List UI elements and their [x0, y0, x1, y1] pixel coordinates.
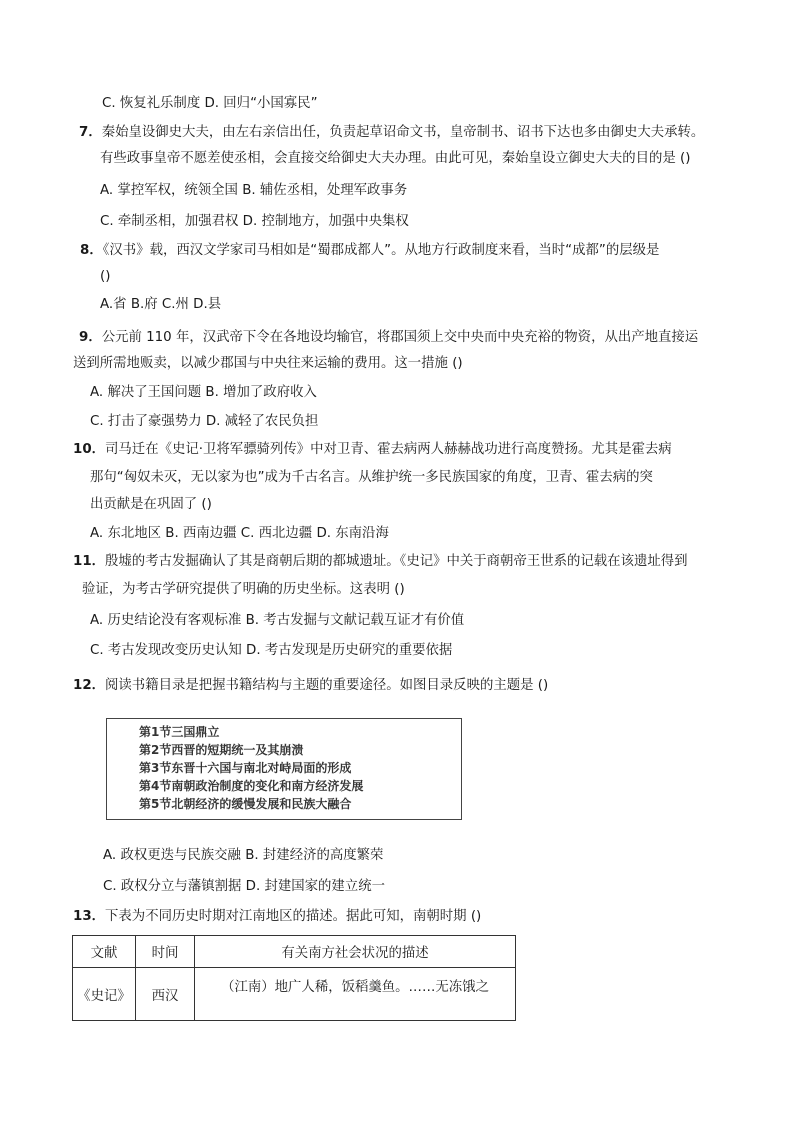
- q12-line-1: [73, 677, 548, 695]
- table-header-cell: 时间: [136, 936, 195, 968]
- toc-entry: 第4节南朝政治制度的变化和南方经济发展: [139, 779, 364, 793]
- table-row: [73, 968, 516, 1021]
- q8-stem-2: (): [100, 269, 111, 284]
- q7-number: 7．: [79, 125, 102, 140]
- q13-line-1: [73, 908, 481, 926]
- q7-options-2: C. 牵制丞相，加强君权 D. 控制地方，加强中央集权: [100, 214, 409, 229]
- table-header-cell: 有关南方社会状况的描述: [195, 936, 516, 968]
- q9-stem-1: 公元前 110 年，汉武帝下令在各地设均输官，将郡国须上交中央而中央充裕的物资，从出产地直接运: [101, 330, 699, 345]
- table-cell: 《史记》: [73, 968, 136, 1021]
- q11-options-2: C. 考古发现改变历史认知 D. 考古发现是历史研究的重要依据: [90, 643, 453, 658]
- q7-options-1: A. 掌控军权，统领全国 B. 辅佐丞相，处理军政事务: [100, 183, 408, 198]
- q9-number: 9．: [79, 330, 102, 345]
- q12-options-2: C. 政权分立与藩镇割据 D. 封建国家的建立统一: [103, 879, 385, 894]
- q9-line-1: [79, 329, 698, 347]
- q13-stem: 下表为不同历史时期对江南地区的描述。据此可知，南朝时期 (): [105, 909, 482, 924]
- toc-entry: 第2节西晋的短期统一及其崩溃: [139, 743, 304, 757]
- toc-entry: 第5节北朝经济的缓慢发展和民族大融合: [139, 797, 352, 811]
- q11-number: 11．: [73, 554, 106, 569]
- q10-stem-3: 出贡献是在巩固了 (): [90, 497, 212, 512]
- q9-stem-2: 送到所需地贩卖，以减少郡国与中央往来运输的费用。这一措施 (): [73, 356, 463, 371]
- q9-options-2: C. 打击了豪强势力 D. 减轻了农民负担: [90, 414, 319, 429]
- table-cell: （江南）地广人稀，饭稻羹鱼。……无冻饿之: [195, 968, 516, 1021]
- q7-stem-2: 有些政事皇帝不愿差使丞相，会直接交给御史大夫办理。由此可见，秦始皇设立御史大夫的目的是 (): [100, 151, 691, 166]
- q11-stem-1: 殷墟的考古发掘确认了其是商朝后期的都城遗址。《史记》中关于商朝帝王世系的记载在该遗址得到: [105, 554, 688, 569]
- table-header-cell: 文献: [73, 936, 136, 968]
- q13-source-table: [72, 935, 516, 1021]
- q8-number: 8．: [80, 243, 103, 258]
- q10-line-1: [73, 441, 672, 459]
- q8-stem-1: 《汉书》载，西汉文学家司马相如是“蜀郡成都人”。从地方行政制度来看，当时“成都”的层级是: [102, 243, 660, 258]
- q10-stem-2: 那句“匈奴未灭，无以家为也”成为千古名言。从维护统一多民族国家的角度，卫青、霍去病的突: [90, 470, 653, 485]
- table-of-contents-figure: [106, 718, 462, 820]
- q7-line-1: [79, 124, 704, 142]
- q10-stem-1: 司马迁在《史记·卫将军骠骑列传》中对卫青、霍去病两人赫赫战功进行高度赞扬。尤其是霍去病: [105, 442, 672, 457]
- q13-number: 13．: [73, 909, 106, 924]
- q11-stem-2: 验证，为考古学研究提供了明确的历史坐标。这表明 (): [82, 582, 405, 597]
- q11-options-1: A. 历史结论没有客观标准 B. 考古发掘与文献记载互证才有价值: [90, 613, 465, 628]
- q8-options: A.省 B.府 C.州 D.县: [100, 297, 222, 312]
- q12-stem: 阅读书籍目录是把握书籍结构与主题的重要途径。如图目录反映的主题是 (): [105, 678, 549, 693]
- q10-number: 10．: [73, 442, 106, 457]
- q9-options-1: A. 解决了王国问题 B. 增加了政府收入: [90, 385, 317, 400]
- table-cell: 西汉: [136, 968, 195, 1021]
- q8-line-1: [80, 242, 659, 260]
- q10-options: A. 东北地区 B. 西南边疆 C. 西北边疆 D. 东南沿海: [90, 526, 389, 541]
- q11-line-1: [73, 553, 688, 571]
- q7-stem-1: 秦始皇设御史大夫，由左右亲信出任，负责起草诏命文书，皇帝制书、诏书下达也多由御史大夫承转。: [101, 125, 705, 140]
- q12-number: 12．: [73, 678, 106, 693]
- toc-entry: 第1节三国鼎立: [139, 725, 220, 739]
- q12-options-1: A. 政权更迭与民族交融 B. 封建经济的高度繁荣: [103, 848, 384, 863]
- toc-entry: 第3节东晋十六国与南北对峙局面的形成: [139, 761, 352, 775]
- table-header-row: [73, 936, 516, 968]
- q6-option-line-2: C. 恢复礼乐制度 D. 回归“小国寡民”: [102, 96, 318, 111]
